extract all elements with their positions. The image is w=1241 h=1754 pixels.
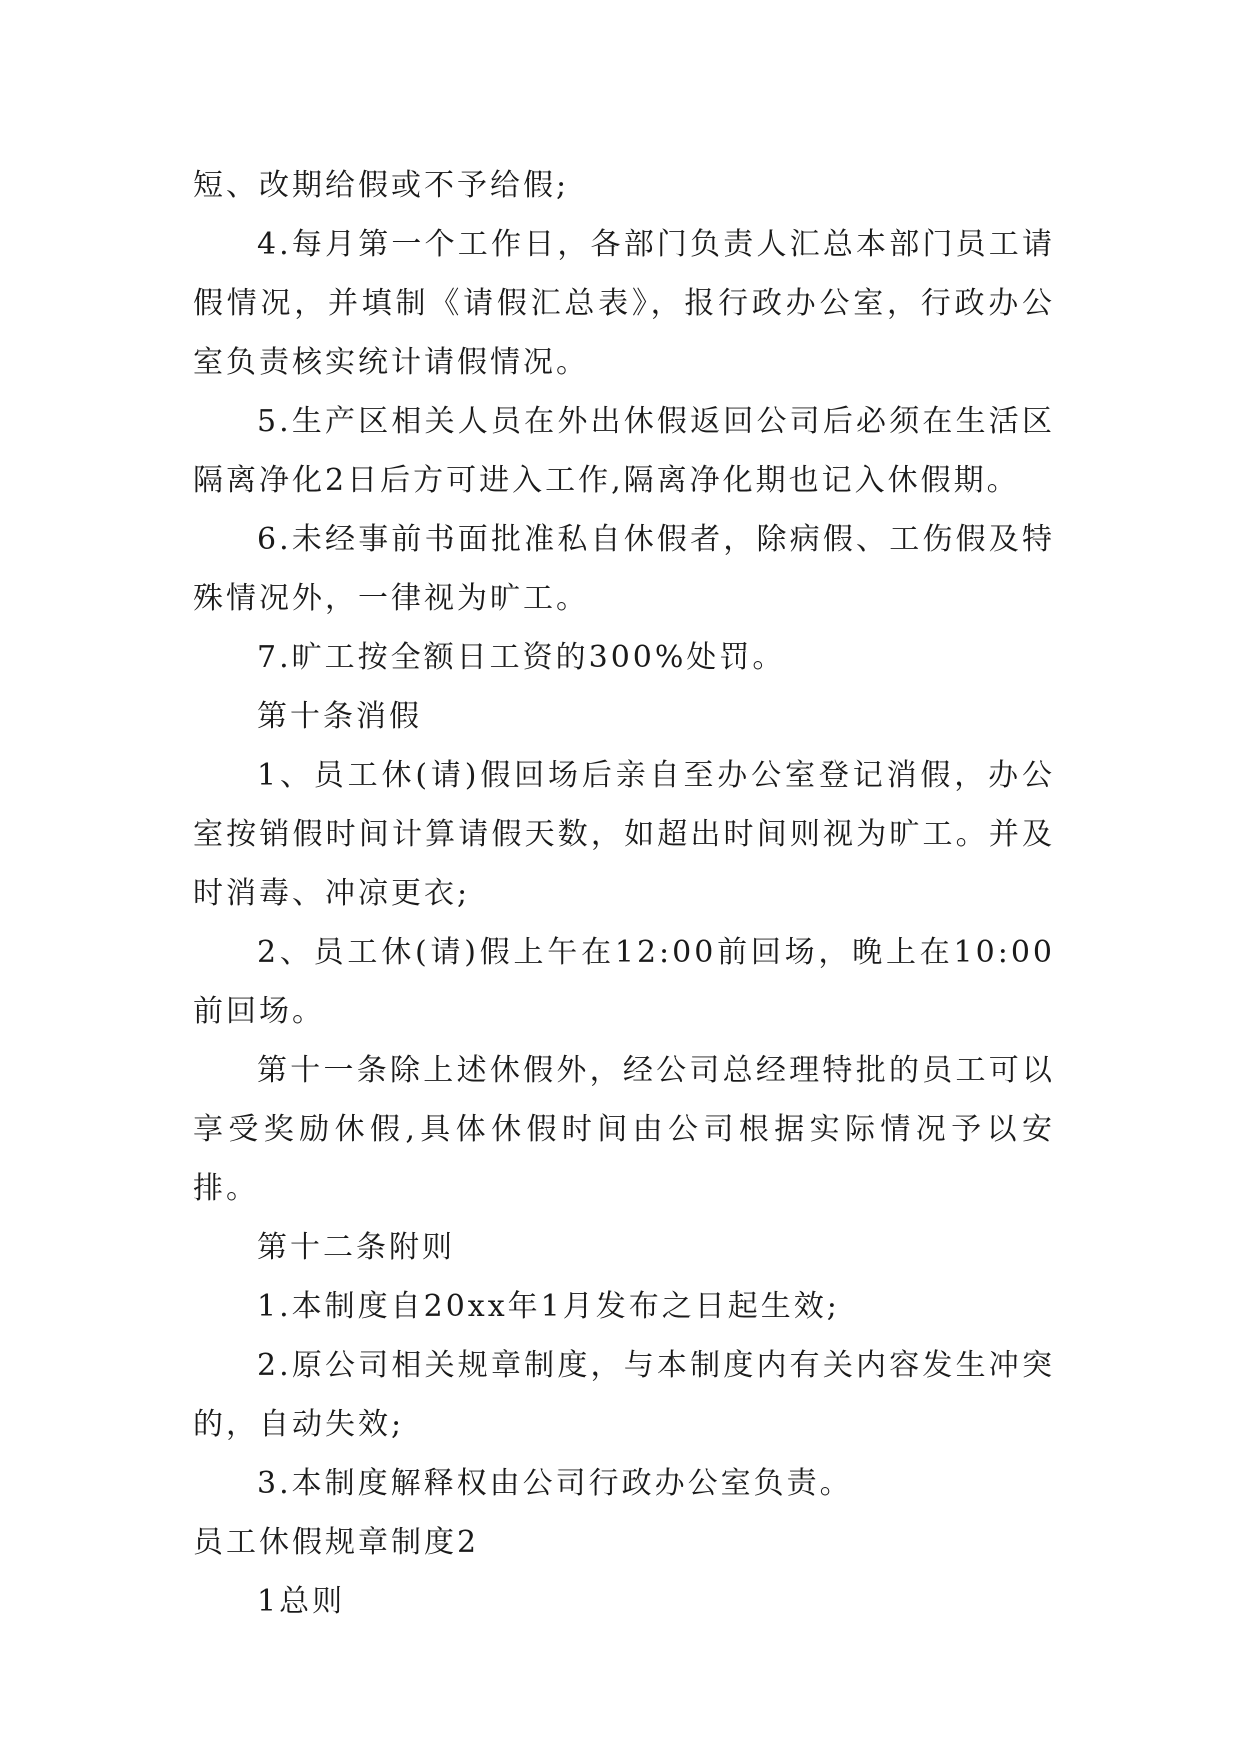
section-title: 员工休假规章制度2: [193, 1525, 480, 1560]
chapter-heading-general: 1总则: [257, 1584, 346, 1619]
paragraph-item-6: 6.未经事前书面批准私自休假者，除病假、工伤假及特殊情况外，一律视为旷工。: [193, 522, 1055, 616]
paragraph-item-5: 5.生产区相关人员在外出休假返回公司后必须在生活区隔离净化2日后方可进入工作,隔离净化期也记入休假期。: [193, 404, 1055, 498]
paragraph-continuation: 短、改期给假或不予给假;: [193, 168, 570, 203]
paragraph-article-10-item-2: 2、员工休(请)假上午在12:00前回场，晚上在10:00前回场。: [193, 935, 1055, 1029]
paragraph-item-7: 7.旷工按全额日工资的300%处罚。: [257, 640, 786, 675]
paragraph-article-10-item-1: 1、员工休(请)假回场后亲自至办公室登记消假，办公室按销假时间计算请假天数，如超出时间则视为旷工。并及时消毒、冲凉更衣;: [193, 758, 1055, 911]
paragraph-article-12-item-3: 3.本制度解释权由公司行政办公室负责。: [257, 1466, 853, 1501]
paragraph-article-12-item-1: 1.本制度自20xx年1月发布之日起生效;: [257, 1289, 840, 1324]
article-10-heading: 第十条消假: [257, 699, 422, 734]
paragraph-article-12-item-2: 2.原公司相关规章制度，与本制度内有关内容发生冲突的，自动失效;: [193, 1348, 1055, 1442]
document-body: [193, 156, 1055, 1631]
paragraph-item-4: 4.每月第一个工作日，各部门负责人汇总本部门员工请假情况，并填制《请假汇总表》，报行政办公室，行政办公室负责核实统计请假情况。: [193, 227, 1055, 380]
article-12-heading: 第十二条附则: [257, 1230, 455, 1265]
article-11-paragraph: 第十一条除上述休假外，经公司总经理特批的员工可以享受奖励休假,具体休假时间由公司根据实际情况予以安排。: [193, 1053, 1055, 1206]
